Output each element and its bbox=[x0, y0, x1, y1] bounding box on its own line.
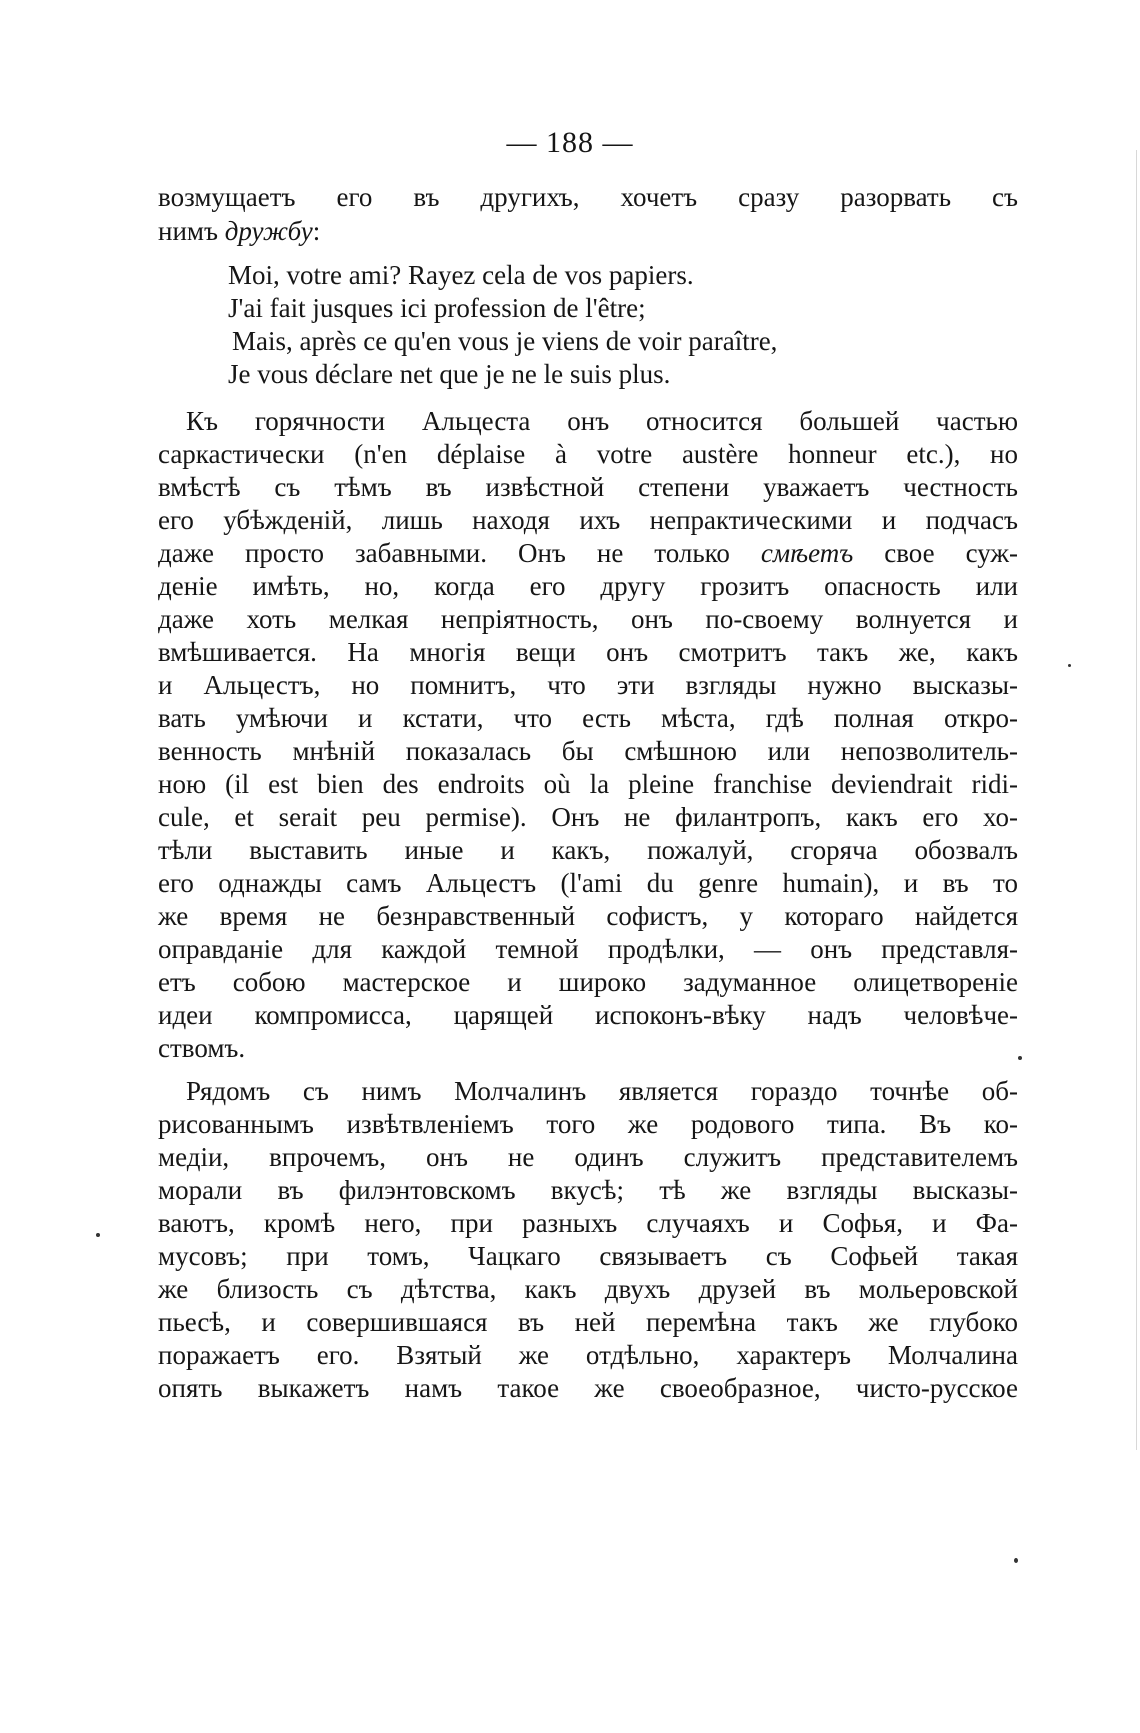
text-line: вать умѣючи и кстати, что есть мѣста, гдѣ полная откро- bbox=[158, 703, 1018, 733]
text-line: морали въ филэнтовскомъ вкусѣ; тѣ же взгляды высказы- bbox=[158, 1175, 1018, 1205]
text-line: возмущаетъ его въ другихъ, хочетъ сразу разорвать съ bbox=[158, 182, 1018, 212]
verse-line: Je vous déclare net que je ne le suis plus. bbox=[228, 359, 671, 389]
paragraph-first-line: Рядомъ съ нимъ Молчалинъ является гораздо точнѣе об- bbox=[186, 1076, 1018, 1106]
text-line: рисованнымъ извѣтвленіемъ того же родового типа. Въ ко- bbox=[158, 1109, 1018, 1139]
text-line: cule, et serait peu permise). Онъ не филантропъ, какъ его хо- bbox=[158, 802, 1018, 832]
text-line: ною (il est bien des endroits où la pleine franchise deviendrait ridi- bbox=[158, 769, 1018, 799]
scan-speck bbox=[1014, 1558, 1018, 1563]
text-line: даже хоть мелкая непріятность, онъ по-своему волнуется и bbox=[158, 604, 1018, 634]
scan-speck bbox=[1018, 1056, 1022, 1060]
scan-speck bbox=[96, 1233, 100, 1237]
verse-line: J'ai fait jusques ici profession de l'être; bbox=[228, 293, 646, 323]
text-line: саркастически (n'en déplaise à votre austère honneur etc.), но bbox=[158, 439, 1018, 469]
emphasis-word: дружбу bbox=[224, 216, 313, 246]
text-line: оправданіе для каждой темной продѣлки, — онъ представля- bbox=[158, 934, 1018, 964]
paragraph-first-line: Къ горячности Альцеста онъ относится большей частью bbox=[186, 406, 1018, 436]
text-line: ваютъ, кромѣ него, при разныхъ случаяхъ и Софья, и Фа- bbox=[158, 1208, 1018, 1238]
text-line: вмѣшивается. На многія вещи онъ смотритъ такъ же, какъ bbox=[158, 637, 1018, 667]
text-line: опять выкажетъ намъ такое же своеобразное, чисто-русское bbox=[158, 1373, 1018, 1403]
text-line: вмѣстѣ съ тѣмъ въ извѣстной степени уважаетъ честность bbox=[158, 472, 1018, 502]
emphasis-word: смѣетъ bbox=[760, 538, 854, 568]
text-line: идеи компромисса, царящей испоконъ-вѣку надъ человѣче- bbox=[158, 1000, 1018, 1030]
text-line: поражаетъ его. Взятый же отдѣльно, характеръ Молчалина bbox=[158, 1340, 1018, 1370]
text-line: ствомъ. bbox=[158, 1033, 246, 1063]
scan-edge-line bbox=[1136, 150, 1137, 1450]
text-line: даже просто забавными. Онъ не только смѣетъ свое суж- bbox=[158, 538, 1019, 568]
verse-line: Moi, votre ami? Rayez cela de vos papiers. bbox=[228, 260, 694, 290]
text-line: же время не безнравственный софистъ, у котораго найдется bbox=[158, 901, 1018, 931]
text-line: етъ собою мастерское и широко задуманное олицетвореніе bbox=[158, 967, 1018, 997]
text-line: и Альцестъ, но помнитъ, что эти взгляды нужно высказы- bbox=[158, 670, 1018, 700]
text-line: деніе имѣть, но, когда его другу грозитъ опасность или bbox=[158, 571, 1018, 601]
text-line: его однажды самъ Альцестъ (l'ami du genre humain), и въ то bbox=[158, 868, 1018, 898]
page-number: — 188 — bbox=[506, 126, 634, 159]
text-line: его убѣжденій, лишь находя ихъ непрактическими и подчасъ bbox=[158, 505, 1018, 535]
text-line-part: нимъ дружбу: bbox=[158, 216, 321, 246]
text-line: пьесѣ, и совершившаяся въ ней перемѣна такъ же глубоко bbox=[158, 1307, 1018, 1337]
scan-speck bbox=[1068, 664, 1071, 667]
text-line bbox=[158, 214, 320, 248]
text-line: же близость съ дѣтства, какъ двухъ друзей въ мольеровской bbox=[158, 1274, 1018, 1304]
text-line: мусовъ; при томъ, Чацкаго связываетъ съ Софьей такая bbox=[158, 1241, 1018, 1271]
text-line: венность мнѣній показалась бы смѣшною или непозволитель- bbox=[158, 736, 1018, 766]
text-line: медіи, впрочемъ, онъ не одинъ служитъ представителемъ bbox=[158, 1142, 1018, 1172]
verse-line: Mais, après ce qu'en vous je viens de voir paraître, bbox=[232, 326, 778, 356]
text-line: тѣли выставить иные и какъ, пожалуй, сгоряча обозвалъ bbox=[158, 835, 1018, 865]
